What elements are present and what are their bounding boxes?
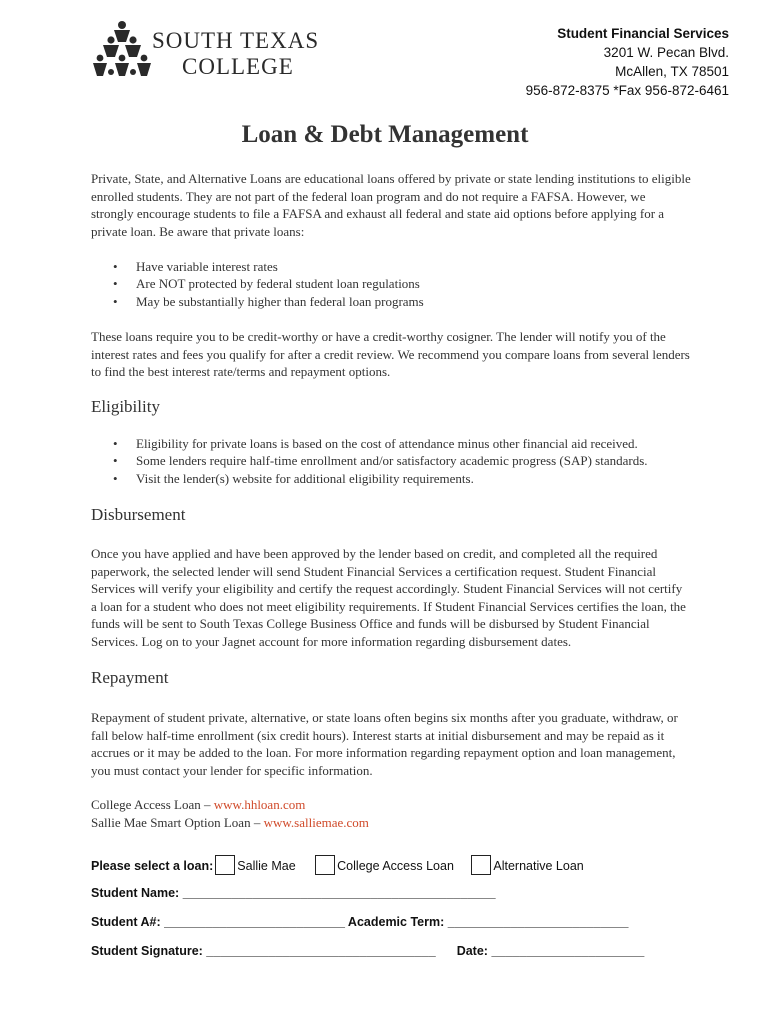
date-field[interactable]: ______________________ [491, 944, 645, 958]
academic-term-label: Academic Term: [347, 915, 445, 929]
list-item: • Some lenders require half-time enrollment and/or satisfactory academic progress (SAP) standards. [91, 452, 648, 469]
list-item: • May be substantially higher than federal loan programs [91, 293, 424, 310]
office-name: Student Financial Services [557, 26, 729, 41]
intro-bullet-list [91, 258, 424, 310]
disbursement-heading: Disbursement [91, 505, 186, 524]
checkbox-sallie-mae[interactable] [215, 855, 235, 875]
list-item: • Visit the lender(s) website for additional eligibility requirements. [91, 470, 648, 487]
office-city: McAllen, TX 78501 [615, 64, 729, 79]
student-id-field[interactable]: __________________________ [164, 915, 345, 929]
lender-link-salliemae[interactable]: www.salliemae.com [263, 815, 369, 830]
option-label-sallie-mae: Sallie Mae [237, 859, 296, 873]
checkbox-college-access-loan[interactable] [315, 855, 335, 875]
disbursement-paragraph: Once you have applied and have been approved by the lender based on credit, and completed all the required paperwork, the selected lender will send Student Financial Services a certification request. Student Financial Services will verify your eligibility and certify the request accordingly. Student Financial Services will not certify a loan for a student who does not meet eligibility requirements. If Student Financial Services certifies the loan, the funds will be sent to South Texas College Business Office and funds will be disbursed by Student Financial Services. Log on to your Jagnet account for more information regarding disbursement dates. [91, 546, 686, 649]
lender-label: Sallie Mae Smart Option Loan – [91, 815, 264, 830]
option-label-alternative-loan: Alternative Loan [493, 859, 584, 873]
college-logo [92, 20, 332, 84]
college-logo-figures-icon [92, 20, 152, 84]
signature-field[interactable]: _________________________________ [206, 944, 436, 958]
student-name-row [91, 886, 496, 900]
office-address: 3201 W. Pecan Blvd. [603, 45, 729, 60]
logo-line-2: COLLEGE [182, 54, 294, 79]
signature-row [91, 944, 644, 958]
logo-line-1: SOUTH TEXAS [152, 28, 320, 53]
student-name-label: Student Name: [91, 886, 180, 900]
intro-paragraph-2: These loans require you to be credit-worthy or have a credit-worthy cosigner. The lender will notify you of the interest rates and fees you qualify for after a credit review. We recommend you compare loans from several lenders to find the best interest rate/terms and repayment options. [91, 329, 690, 380]
lender-link-hhloan[interactable]: www.hhloan.com [213, 797, 306, 812]
page-title: Loan & Debt Management [241, 121, 529, 148]
intro-paragraph: Private, State, and Alternative Loans are educational loans offered by private or state lending institutions to eligible enrolled students. They are not part of the federal loan program and do not require a FAFSA. However, we strongly encourage students to file a FAFSA and exhaust all federal and state aid options before applying for a private loan. Be aware that private loans: [91, 171, 691, 239]
lender-line-college-access [91, 796, 305, 814]
eligibility-heading: Eligibility [91, 397, 160, 416]
academic-term-field[interactable]: __________________________ [447, 915, 629, 929]
student-id-row [91, 915, 629, 929]
list-item: • Have variable interest rates [91, 258, 424, 275]
eligibility-bullet-list [91, 435, 648, 487]
list-item: • Eligibility for private loans is based on the cost of attendance minus other financial aid received. [91, 435, 648, 452]
list-item: • Are NOT protected by federal student loan regulations [91, 275, 424, 292]
contact-block [526, 24, 729, 100]
office-phone: 956-872-8375 *Fax 956-872-6461 [525, 83, 729, 98]
loan-select-label: Please select a loan: [91, 859, 214, 873]
repayment-paragraph: Repayment of student private, alternative, or state loans often begins six months after you graduate, withdraw, or fall below half-time enrollment (six credit hours). Interest starts at initial disbursement and may be repaid as it accrues or it may be added to the loan. For more information regarding repayment option and loan management, you must contact your lender for specific information. [91, 710, 678, 778]
loan-select-row [91, 855, 584, 875]
student-id-label: Student A#: [91, 915, 161, 929]
lender-label: College Access Loan – [91, 797, 214, 812]
signature-label: Student Signature: [91, 944, 203, 958]
repayment-heading: Repayment [91, 668, 169, 687]
checkbox-alternative-loan[interactable] [471, 855, 491, 875]
lender-line-sallie-mae [91, 814, 369, 832]
date-label: Date: [456, 944, 488, 958]
student-name-field[interactable]: _____________________________________________ [182, 886, 496, 900]
college-logo-text [152, 28, 319, 80]
option-label-college-access-loan: College Access Loan [337, 859, 454, 873]
